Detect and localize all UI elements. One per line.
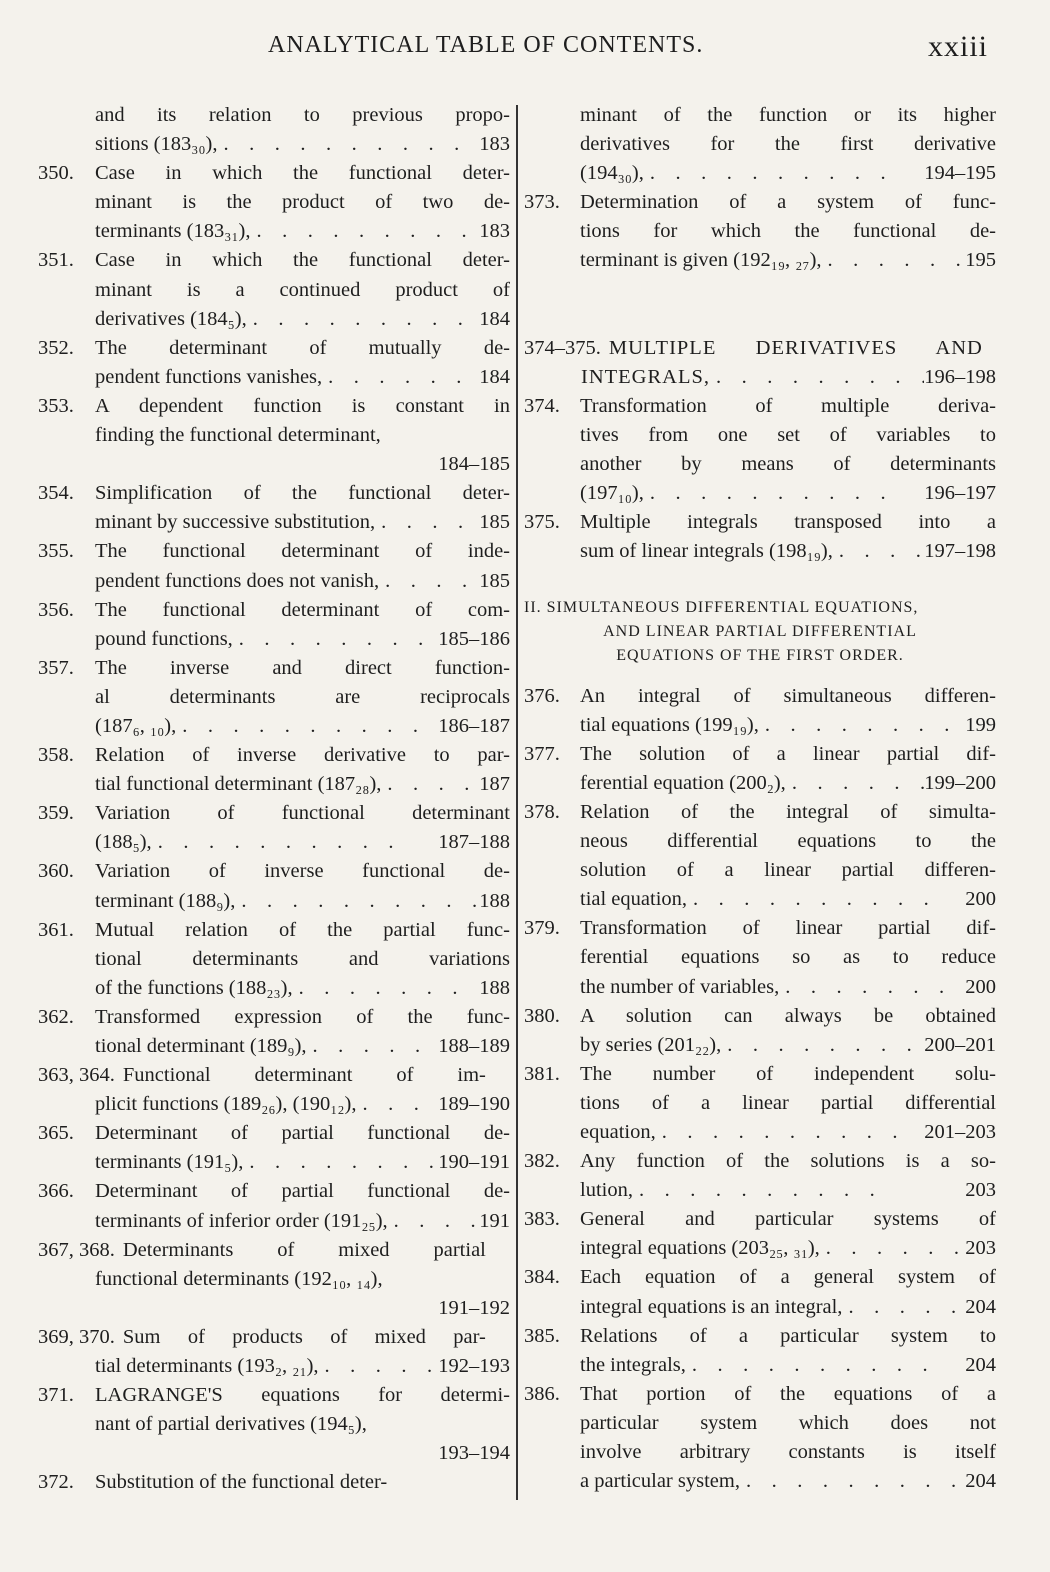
- entry-text: Determinants of mixed partial: [122, 1238, 486, 1261]
- dot-leader: [152, 828, 439, 857]
- page-reference: 187–188: [438, 831, 510, 854]
- section-heading-line: II. SIMULTANEOUS DIFFERENTIAL EQUATIONS,: [524, 598, 919, 616]
- entry-text: Each equation of a general system of: [580, 1266, 996, 1289]
- page-reference: 191: [479, 1209, 510, 1232]
- toc-entry: [524, 1263, 996, 1321]
- dot-leader: [820, 1234, 965, 1263]
- page-reference: 200: [965, 975, 996, 998]
- entry-text: Substitution of the functional deter-: [95, 1471, 388, 1494]
- entry-number: 379.: [524, 917, 560, 940]
- entry-text: minant is a continued product of: [95, 278, 510, 301]
- page-reference: 183: [479, 220, 510, 243]
- dot-leader: [710, 363, 924, 392]
- entry-text: functional determinants (192₁₀, ₁₄),: [95, 1267, 383, 1290]
- entry-text: and its relation to previous propo-: [95, 104, 510, 126]
- page-reference: 185: [479, 511, 510, 534]
- dot-leader: [243, 1148, 438, 1177]
- toc-entry: [38, 857, 510, 915]
- toc-entry: [524, 1322, 996, 1380]
- dot-leader: [721, 1031, 924, 1060]
- toc-entry: [38, 1323, 510, 1381]
- entry-text: Relations of a particular system to: [580, 1324, 996, 1347]
- page-reference: 204: [965, 1353, 996, 1376]
- entry-text: Relation of inverse derivative to par-: [95, 744, 510, 767]
- dot-leader: [293, 974, 480, 1003]
- entry-text: equation,: [580, 1121, 656, 1143]
- dot-leader: [356, 1090, 438, 1119]
- entry-text: The number of independent solu-: [580, 1062, 996, 1085]
- spacer: [524, 668, 996, 682]
- page-reference: 194–195: [924, 162, 996, 185]
- dot-leader: [822, 246, 966, 275]
- toc-entry: [38, 159, 510, 246]
- entry-text: MULTIPLE DERIVATIVES AND: [608, 336, 983, 359]
- entry-number: 363, 364.: [38, 1064, 115, 1087]
- entry-text: (197₁₀),: [580, 482, 644, 505]
- page-reference: 201–203: [924, 1121, 996, 1143]
- entry-number: 384.: [524, 1266, 560, 1289]
- entry-number: 360.: [38, 860, 74, 883]
- dot-leader: [833, 537, 924, 566]
- page-reference: 203: [965, 1237, 996, 1260]
- entry-text: An integral of simultaneous differen-: [580, 684, 996, 707]
- entry-text: pendent functions vanishes,: [95, 365, 323, 388]
- toc-entry: [38, 916, 510, 1003]
- entry-text: Case in which the functional deter-: [95, 162, 510, 185]
- entry-text: Transformation of linear partial dif-: [580, 917, 996, 940]
- entry-text: (187₆, ₁₀),: [95, 714, 177, 737]
- toc-entry: [38, 537, 510, 595]
- entry-text: of the functions (188₂₃),: [95, 976, 293, 999]
- entry-text: Transformed expression of the func-: [95, 1005, 510, 1028]
- toc-entry: [524, 508, 996, 566]
- toc-entry: [38, 654, 510, 741]
- entry-text: minant of the function or its higher: [580, 104, 996, 126]
- entry-text: Any function of the solutions is a so-: [580, 1150, 996, 1173]
- column-divider: [516, 105, 518, 1500]
- entry-text: A dependent function is constant in: [95, 394, 510, 417]
- entry-text: the integrals,: [580, 1353, 686, 1376]
- entry-text: a particular system,: [580, 1470, 740, 1493]
- dot-leader: [218, 130, 480, 159]
- page-reference: 188: [479, 889, 510, 912]
- entry-number: 373.: [524, 191, 560, 214]
- entry-number: 357.: [38, 656, 74, 679]
- entry-number: 351.: [38, 249, 74, 272]
- dot-leader: [786, 769, 924, 798]
- entry-text: terminant is given (192₁₉, ₂₇),: [580, 249, 822, 272]
- dot-leader: [388, 1207, 480, 1236]
- entry-number: 361.: [38, 918, 74, 941]
- entry-number: 376.: [524, 684, 560, 707]
- entry-text: pendent functions does not vanish,: [95, 569, 380, 592]
- entry-text: integral equations is an integral,: [580, 1295, 843, 1318]
- dot-leader: [375, 508, 479, 537]
- page-reference: 193–194: [438, 1442, 510, 1465]
- entry-text: Multiple integrals transposed into a: [580, 511, 996, 534]
- page-reference: 196–197: [924, 482, 996, 505]
- entry-number: 369, 370.: [38, 1325, 115, 1348]
- dot-leader: [842, 1293, 965, 1322]
- dot-leader: [176, 712, 438, 741]
- dot-leader: [656, 1118, 925, 1147]
- entry-text: The functional determinant of com-: [95, 598, 510, 621]
- entry-text: Simplification of the functional deter-: [95, 482, 510, 505]
- toc-entry: [38, 741, 510, 799]
- toc-entry: [524, 392, 996, 508]
- page-reference: 189–190: [438, 1093, 510, 1116]
- dot-leader: [759, 711, 965, 740]
- entry-text: Relation of the integral of simulta-: [580, 800, 996, 823]
- entry-text: LAGRANGE'S equations for determi-: [95, 1384, 510, 1407]
- entry-text: nant of partial derivatives (194₅),: [95, 1413, 367, 1436]
- entry-text: sitions (183₃₀),: [95, 133, 218, 156]
- entry-text: The inverse and direct function-: [95, 656, 510, 679]
- entry-number: 374.: [524, 394, 560, 417]
- page-reference: 184–185: [438, 453, 510, 476]
- entry-text: Case in which the functional deter-: [95, 249, 510, 272]
- section-heading-line: EQUATIONS OF THE FIRST ORDER.: [616, 646, 904, 664]
- entry-text: ferential equations so as to reduce: [580, 946, 996, 969]
- dot-leader: [644, 479, 924, 508]
- entry-text: al determinants are reciprocals: [95, 685, 510, 708]
- entry-number: 385.: [524, 1324, 560, 1347]
- page-reference: 190–191: [438, 1151, 510, 1174]
- entry-text: particular system which does not: [580, 1411, 996, 1434]
- dot-leader: [235, 887, 479, 916]
- page-reference: 184: [479, 307, 510, 330]
- page-reference: 188: [479, 976, 510, 999]
- entry-text: (188₅),: [95, 831, 152, 854]
- dot-leader: [740, 1467, 965, 1496]
- entry-number: 380.: [524, 1004, 560, 1027]
- page-reference: 185–186: [438, 627, 510, 650]
- entry-text: solution of a linear partial differen-: [580, 859, 996, 882]
- entry-number: 352.: [38, 336, 74, 359]
- entry-text: INTEGRALS,: [581, 365, 711, 388]
- entry-number: 367, 368.: [38, 1238, 115, 1261]
- entry-text: terminants (191₅),: [95, 1151, 244, 1174]
- entry-text: by series (201₂₂),: [580, 1033, 722, 1056]
- entry-text: The determinant of mutually de-: [95, 336, 510, 359]
- toc-entry: [38, 1236, 510, 1323]
- toc-entry: [38, 1003, 510, 1061]
- dot-leader: [307, 1032, 439, 1061]
- entry-text: Transformation of multiple deriva-: [580, 394, 996, 417]
- page-reference: 187: [479, 773, 510, 796]
- entry-text: terminants of inferior order (191₂₅),: [95, 1209, 388, 1232]
- entry-number: 362.: [38, 1005, 74, 1028]
- entry-text: Determinant of partial functional de-: [95, 1122, 510, 1145]
- page-reference: 196–198: [924, 365, 996, 388]
- entry-number: 378.: [524, 800, 560, 823]
- page-reference: 192–193: [438, 1355, 510, 1378]
- toc-entry: [38, 479, 510, 537]
- entry-number: 365.: [38, 1122, 74, 1145]
- section-heading-line: AND LINEAR PARTIAL DIFFERENTIAL: [603, 622, 917, 640]
- dot-leader: [250, 217, 479, 246]
- entry-text: tions for which the functional de-: [580, 220, 996, 243]
- entry-text: Determinant of partial functional de-: [95, 1180, 510, 1203]
- dot-leader: [381, 770, 479, 799]
- entry-number: 359.: [38, 802, 74, 825]
- dot-leader: [322, 363, 479, 392]
- entry-text: another by means of determinants: [580, 453, 996, 476]
- entry-text: neous differential equations to the: [580, 830, 996, 853]
- entry-text: Mutual relation of the partial func-: [95, 918, 510, 941]
- toc-entry: [524, 1002, 996, 1060]
- page-reference: 200: [965, 888, 996, 911]
- entry-number: 374–375.: [524, 336, 601, 359]
- page-reference: 199–200: [924, 771, 996, 794]
- toc-entry: [38, 1177, 510, 1235]
- toc-entry: [524, 682, 996, 740]
- toc-entry: [38, 246, 510, 333]
- dot-leader: [319, 1352, 439, 1381]
- entry-number: 350.: [38, 162, 74, 185]
- entry-number: 372.: [38, 1471, 74, 1494]
- toc-entry: [38, 392, 510, 479]
- entry-number: 383.: [524, 1208, 560, 1231]
- page-reference: 195: [965, 249, 996, 272]
- toc-entry: [38, 1381, 510, 1468]
- entry-text: integral equations (203₂₅, ₃₁),: [580, 1237, 820, 1260]
- page-reference: 200–201: [924, 1033, 996, 1056]
- page-reference: 204: [965, 1295, 996, 1318]
- entry-text: tial determinants (193₂, ₂₁),: [95, 1355, 319, 1378]
- entry-text: General and particular systems of: [580, 1208, 996, 1231]
- entry-text: tial equation,: [580, 888, 688, 911]
- entry-text: Functional determinant of im-: [122, 1064, 486, 1087]
- entry-text: tions of a linear partial differential: [580, 1091, 996, 1114]
- page-header-title: ANALYTICAL TABLE OF CONTENTS.: [268, 32, 704, 58]
- spacer: [524, 567, 996, 596]
- right-column: [524, 101, 996, 1496]
- entry-text: finding the functional determinant,: [95, 424, 381, 447]
- page-reference: 188–189: [438, 1035, 510, 1057]
- page-reference: 199: [965, 713, 996, 736]
- page-reference: 186–187: [438, 714, 510, 737]
- entry-text: (194₃₀),: [580, 162, 644, 185]
- entry-number: 358.: [38, 744, 74, 767]
- entry-text: The functional determinant of inde-: [95, 540, 510, 563]
- toc-entry: [524, 188, 996, 275]
- toc-entry: [38, 799, 510, 857]
- entry-number: 386.: [524, 1382, 560, 1405]
- entry-text: sum of linear integrals (198₁₉),: [580, 540, 833, 563]
- entry-text: Variation of inverse functional de-: [95, 860, 510, 883]
- entry-text: terminant (188₉),: [95, 889, 236, 912]
- toc-entry: [524, 1205, 996, 1263]
- page-reference: 183: [479, 133, 510, 156]
- entry-text: tional determinants and variations: [95, 947, 510, 970]
- entry-text: derivatives (184₅),: [95, 307, 247, 330]
- entry-number: 354.: [38, 482, 74, 505]
- entry-text: The solution of a linear partial dif-: [580, 742, 996, 765]
- entry-text: tial functional determinant (187₂₈),: [95, 773, 382, 796]
- toc-entry: [38, 101, 510, 159]
- entry-text: derivatives for the first derivative: [580, 133, 996, 156]
- entry-text: tional determinant (189₉),: [95, 1035, 307, 1057]
- entry-number: 371.: [38, 1384, 74, 1407]
- entry-text: minant is the product of two de-: [95, 191, 510, 214]
- toc-entry: [524, 1147, 996, 1205]
- spacer: [524, 276, 996, 305]
- toc-entry: [524, 1060, 996, 1147]
- toc-entry: [38, 1468, 510, 1497]
- entry-text: That portion of the equations of a: [580, 1382, 996, 1405]
- entry-text: A solution can always be obtained: [580, 1004, 996, 1027]
- entry-text: minant by successive substitution,: [95, 511, 376, 534]
- entry-number: 377.: [524, 742, 560, 765]
- page-reference: 184: [479, 365, 510, 388]
- entry-text: Variation of functional determinant: [95, 802, 510, 825]
- toc-entry: [524, 334, 996, 392]
- entry-number: 381.: [524, 1062, 560, 1085]
- dot-leader: [633, 1176, 965, 1205]
- toc-entry: [38, 596, 510, 654]
- section-heading: [524, 596, 996, 668]
- page-reference: 191–192: [438, 1296, 510, 1319]
- dot-leader: [644, 159, 924, 188]
- left-column: [38, 101, 510, 1498]
- dot-leader: [247, 305, 480, 334]
- page-number: xxiii: [928, 30, 989, 63]
- entry-text: tives from one set of variables to: [580, 424, 996, 447]
- toc-entry: [38, 1061, 510, 1119]
- entry-number: 375.: [524, 511, 560, 534]
- page-reference: 197–198: [924, 540, 996, 563]
- entry-number: 366.: [38, 1180, 74, 1203]
- entry-number: 353.: [38, 394, 74, 417]
- page-reference: 185: [479, 569, 510, 592]
- entry-number: 382.: [524, 1150, 560, 1173]
- toc-entry: [524, 101, 996, 188]
- entry-text: Determination of a system of func-: [580, 191, 996, 214]
- dot-leader: [233, 625, 438, 654]
- toc-entry: [524, 798, 996, 914]
- entry-text: plicit functions (189₂₆), (190₁₂),: [95, 1093, 357, 1116]
- entry-number: 356.: [38, 598, 74, 621]
- entry-text: tial equations (199₁₉),: [580, 713, 759, 736]
- page-reference: 204: [965, 1470, 996, 1493]
- dot-leader: [379, 567, 479, 596]
- entry-text: the number of variables,: [580, 975, 780, 998]
- toc-entry: [524, 740, 996, 798]
- entry-text: lution,: [580, 1179, 633, 1202]
- dot-leader: [687, 885, 965, 914]
- spacer: [524, 305, 996, 334]
- toc-entry: [524, 914, 996, 1001]
- entry-text: pound functions,: [95, 627, 233, 650]
- entry-text: involve arbitrary constants is itself: [580, 1441, 996, 1464]
- entry-text: terminants (183₃₁),: [95, 220, 251, 243]
- toc-entry: [38, 334, 510, 392]
- entry-text: Sum of products of mixed par-: [122, 1325, 486, 1348]
- toc-entry: [524, 1380, 996, 1496]
- dot-leader: [686, 1351, 965, 1380]
- page-reference: 203: [965, 1179, 996, 1202]
- entry-text: ferential equation (200₂),: [580, 771, 786, 794]
- entry-number: 355.: [38, 540, 74, 563]
- toc-entry: [38, 1119, 510, 1177]
- dot-leader: [779, 973, 965, 1002]
